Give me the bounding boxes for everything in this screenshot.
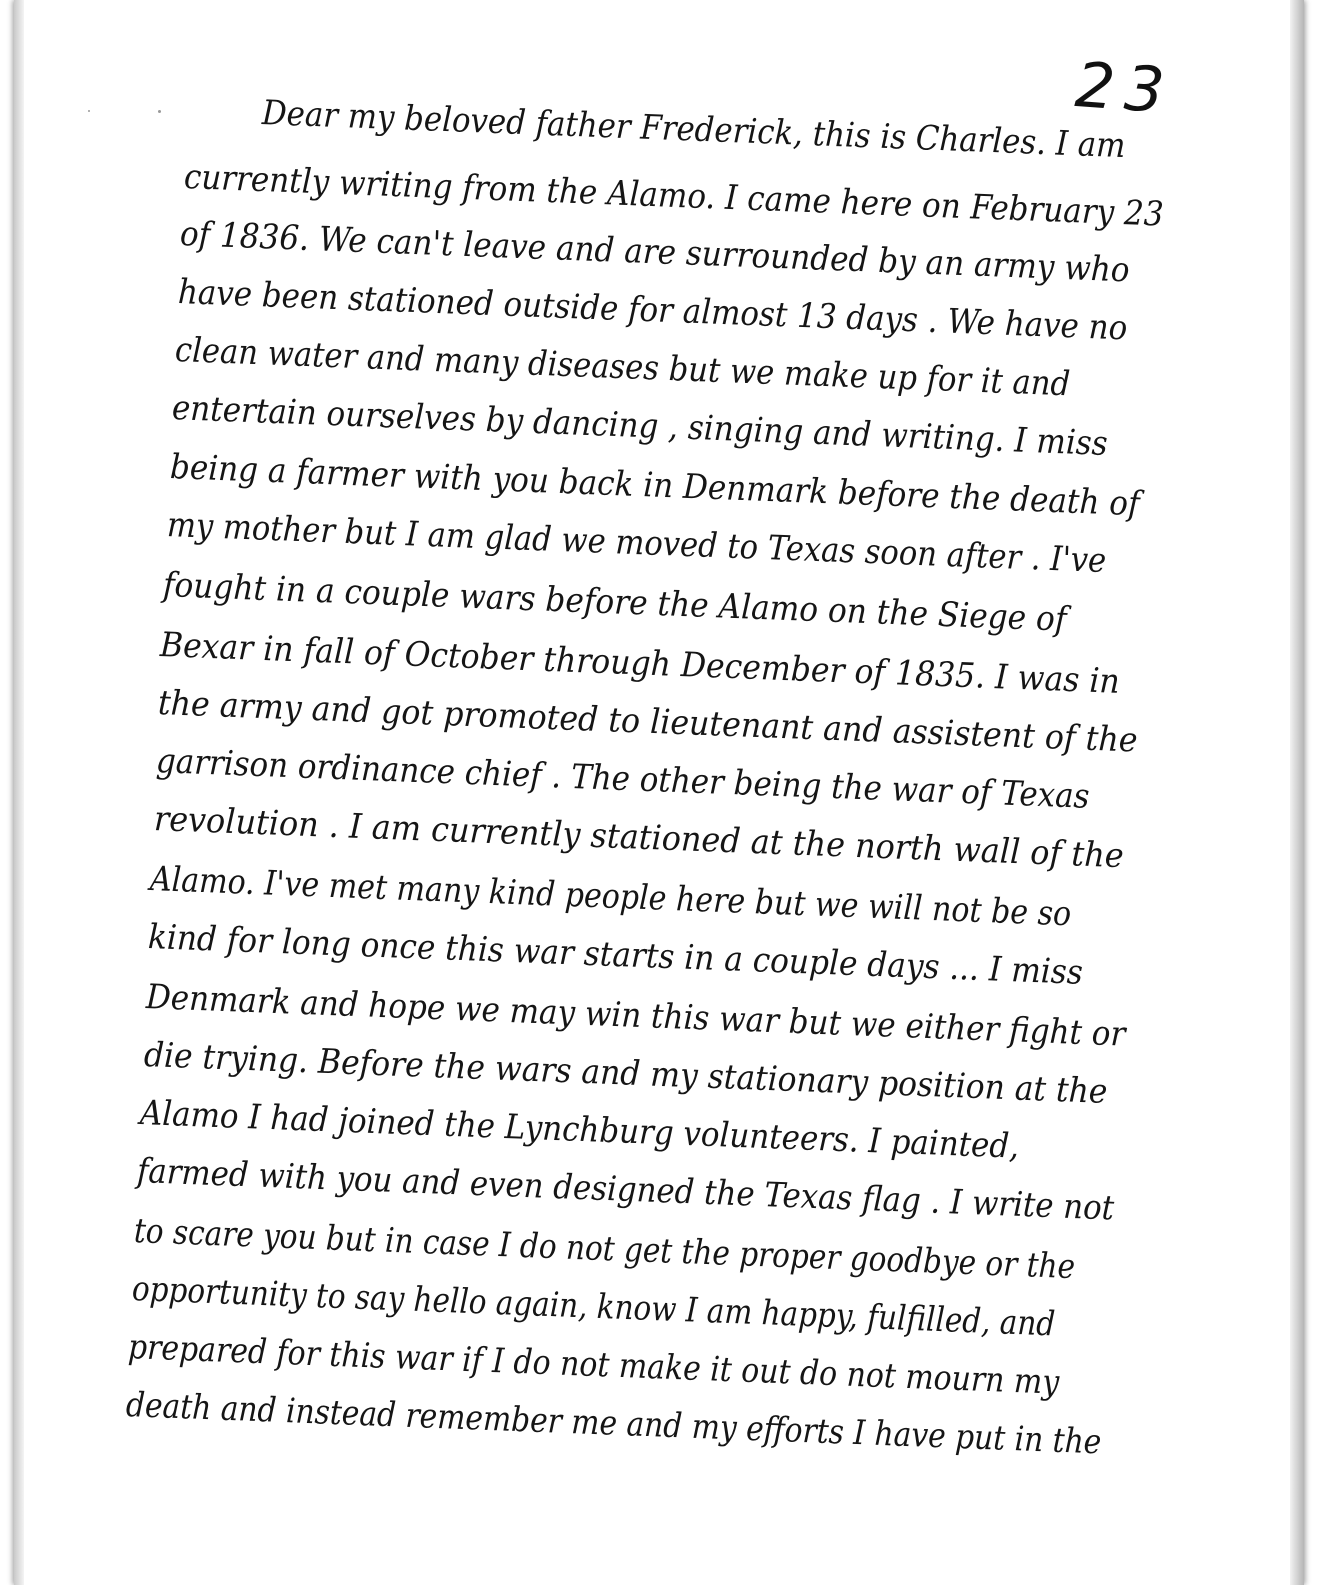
letter-line: clean water and many diseases but we make up for it and (174, 330, 1071, 405)
letter-line: death and instead remember me and my efforts I have put in the (125, 1385, 1103, 1463)
letter-line: Alamo I had joined the Lynchburg volunteers. I painted, (139, 1093, 1020, 1167)
letter-line: Dear my beloved father Frederick, this is Charles. I am (261, 93, 1127, 167)
letter-line: revolution . I am currently stationed at the north wall of the (153, 799, 1125, 877)
letter-line: fought in a couple wars before the Alamo on the Siege of (162, 565, 1068, 640)
letter-line: entertain ourselves by dancing , singing and writing. I miss (171, 388, 1109, 464)
letter-line: Alamo. I've met many kind people here but we will not be so (149, 859, 1072, 935)
letter-line: being a farmer with you back in Denmark before the death of (169, 447, 1141, 525)
letter-line: prepared for this war if I do not make it out do not mourn my (127, 1327, 1060, 1403)
letter-line: my mother but I am glad we moved to Texas soon after . I've (166, 505, 1107, 582)
letter-line: farmed with you and even designed the Texas flag . I write not (136, 1151, 1115, 1229)
letter-line: the army and got promoted to lieutenant and assistent of the (157, 683, 1139, 761)
letter-line: Bexar in fall of October through December of 1835. I was in (159, 625, 1121, 702)
letter-line: Denmark and hope we may win this war but we either fight or (145, 977, 1127, 1055)
letter-line: opportunity to say hello again, know I am happy, fulfilled, and (131, 1269, 1056, 1345)
letter-line: have been stationed outside for almost 13 days . We have no (177, 272, 1129, 349)
letter-line: die trying. Before the wars and my stationary position at the (143, 1035, 1109, 1112)
letter-line: garrison ordinance chief . The other being the war of Texas (155, 741, 1091, 817)
letter-line: to scare you but in case I do not get the proper goodbye or the (133, 1211, 1076, 1288)
letter-line: kind for long once this war starts in a couple days ... I miss (147, 917, 1084, 993)
letter-line: of 1836. We can't leave and are surrounded by an army who (179, 214, 1131, 291)
page-number: 23 (1072, 48, 1177, 128)
letter-line: currently writing from the Alamo. I came here on February 23 (183, 157, 1165, 235)
